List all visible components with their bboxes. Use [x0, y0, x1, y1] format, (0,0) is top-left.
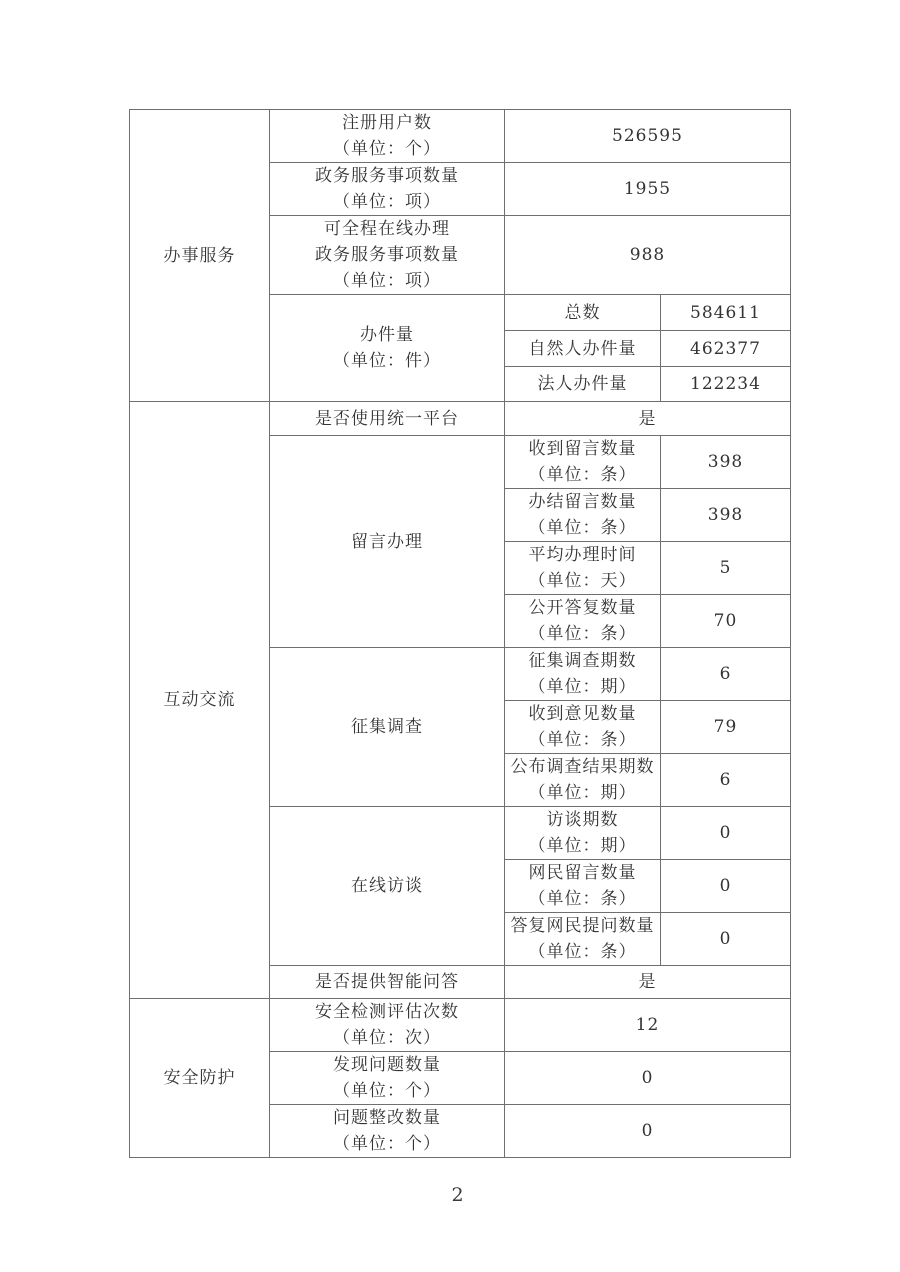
sub-label-survey-periods: 征集调查期数 （单位：期） [505, 648, 661, 701]
sub-label-messages-completed: 办结留言数量 （单位：条） [505, 489, 661, 542]
sub-label-total: 总数 [505, 295, 661, 331]
category-label: 办事服务 [163, 245, 236, 266]
group-label-case-volume: 办件量 （单位：件） [270, 295, 505, 402]
metric-unit: （单位：条） [528, 942, 637, 962]
sub-value-results-published: 6 [661, 754, 791, 807]
sub-label-opinions-received: 收到意见数量 （单位：条） [505, 701, 661, 754]
metric-unit: （单位：个） [333, 139, 441, 159]
sub-value-questions-answered: 0 [661, 913, 791, 966]
metric-unit: （单位：天） [528, 571, 637, 591]
metric-label-unified-platform: 是否使用统一平台 [270, 402, 505, 436]
sub-value-messages-completed: 398 [661, 489, 791, 542]
metric-unit: （单位：项） [333, 271, 441, 291]
category-cell-service [130, 110, 270, 402]
sub-value-messages-received: 398 [661, 436, 791, 489]
sub-label-natural-person: 自然人办件量 [505, 331, 661, 367]
sub-label-average-time: 平均办理时间 （单位：天） [505, 542, 661, 595]
metric-label-problems-found: 发现问题数量 （单位：个） [270, 1052, 505, 1105]
metric-value-smart-qa: 是 [505, 966, 791, 999]
page-number: 2 [451, 1184, 464, 1206]
sub-value-interview-periods: 0 [661, 807, 791, 860]
metric-unit: （单位：期） [528, 783, 637, 803]
metric-label-smart-qa: 是否提供智能问答 [270, 966, 505, 999]
sub-label-questions-answered: 答复网民提问数量 （单位：条） [505, 913, 661, 966]
metric-unit: （单位：个） [333, 1081, 441, 1101]
metric-unit: （单位：条） [528, 889, 637, 909]
sub-label-messages-received: 收到留言数量 （单位：条） [505, 436, 661, 489]
category-label: 安全防护 [163, 1068, 236, 1088]
metric-value-online-service-items: 988 [505, 216, 791, 295]
metric-unit: （单位：条） [528, 730, 637, 750]
sub-label-results-published: 公布调查结果期数 （单位：期） [505, 754, 661, 807]
metric-unit: （单位：件） [333, 351, 441, 371]
group-label-survey: 征集调查 [270, 648, 505, 807]
sub-label-legal-person: 法人办件量 [505, 367, 661, 402]
sub-value-total: 584611 [661, 295, 791, 331]
metric-label-problems-rectified: 问题整改数量 （单位：个） [270, 1105, 505, 1158]
sub-value-natural-person: 462377 [661, 331, 791, 367]
metric-unit: （单位：条） [528, 465, 637, 485]
metric-unit: （单位：项） [333, 192, 441, 212]
report-table [129, 109, 791, 1158]
metric-unit: （单位：期） [528, 836, 637, 856]
metric-value-security-assessments: 12 [505, 999, 791, 1052]
group-label-message-handling: 留言办理 [270, 436, 505, 648]
sub-value-legal-person: 122234 [661, 367, 791, 402]
metric-value-problems-found: 0 [505, 1052, 791, 1105]
metric-value-service-items: 1955 [505, 163, 791, 216]
metric-unit: （单位：条） [528, 518, 637, 538]
sub-value-public-replies: 70 [661, 595, 791, 648]
metric-label-online-service-items: 可全程在线办理 政务服务事项数量 （单位：项） [270, 216, 505, 295]
sub-label-netizen-messages: 网民留言数量 （单位：条） [505, 860, 661, 913]
metric-label-security-assessments: 安全检测评估次数 （单位：次） [270, 999, 505, 1052]
sub-value-netizen-messages: 0 [661, 860, 791, 913]
metric-value-unified-platform: 是 [505, 402, 791, 436]
category-cell-security [130, 999, 270, 1158]
sub-value-average-time: 5 [661, 542, 791, 595]
metric-unit: （单位：个） [333, 1134, 441, 1154]
metric-label-registered-users: 注册用户数 （单位：个） [270, 110, 505, 163]
metric-unit: （单位：次） [333, 1028, 441, 1048]
metric-value-registered-users: 526595 [505, 110, 791, 163]
sub-label-interview-periods: 访谈期数 （单位：期） [505, 807, 661, 860]
sub-value-opinions-received: 79 [661, 701, 791, 754]
sub-label-public-replies: 公开答复数量 （单位：条） [505, 595, 661, 648]
metric-label-service-items: 政务服务事项数量 （单位：项） [270, 163, 505, 216]
group-label-online-interview: 在线访谈 [270, 807, 505, 966]
metric-unit: （单位：条） [528, 624, 637, 644]
metric-unit: （单位：期） [528, 677, 637, 697]
category-cell-interaction [130, 402, 270, 999]
sub-value-survey-periods: 6 [661, 648, 791, 701]
metric-value-problems-rectified: 0 [505, 1105, 791, 1158]
category-label: 互动交流 [163, 690, 236, 710]
